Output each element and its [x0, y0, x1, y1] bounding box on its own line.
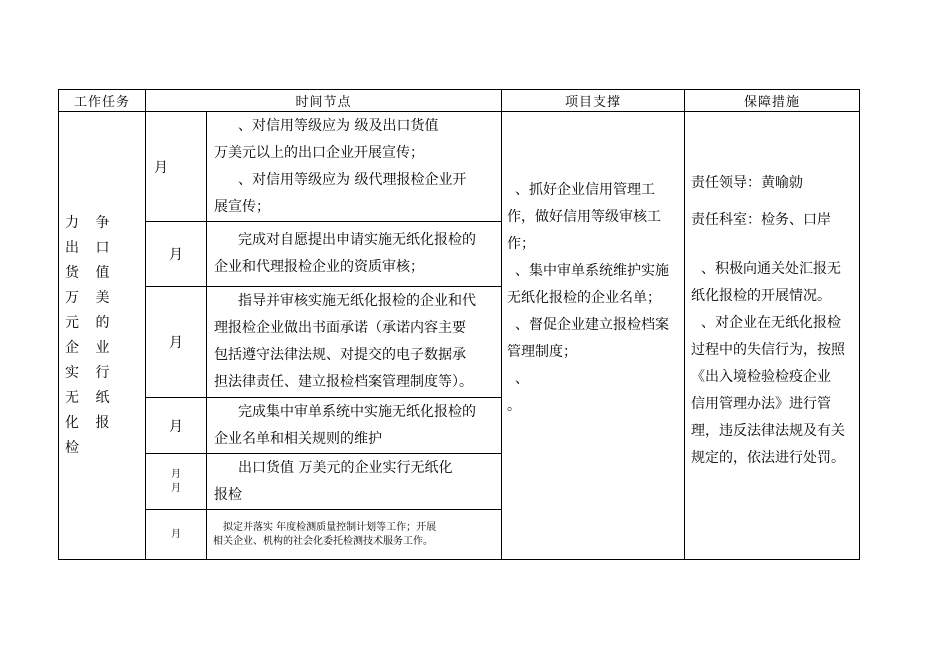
support-line: 、督促企业建立报检档案 [515, 317, 670, 333]
schedule-line: 完成对自愿提出申请实施无纸化报检的 [238, 232, 476, 248]
schedule-line: 企业名单和相关规则的维护 [214, 430, 382, 447]
schedule-text [207, 287, 502, 398]
schedule-line: 理报检企业做出书面承诺（承诺内容主要 [214, 320, 466, 336]
support-cell [502, 112, 685, 560]
schedule-text [207, 510, 502, 560]
task-line: 检 [65, 439, 85, 456]
header-row [59, 90, 860, 112]
schedule-text [207, 112, 502, 222]
support-line: 作； [507, 236, 536, 252]
measure-line: 、积极向通关处汇报无 [701, 260, 842, 277]
responsible-leader: 责任领导：黄喻勍 [691, 174, 804, 191]
schedule-text [207, 398, 502, 454]
month-cell: 月 [146, 112, 207, 222]
schedule-text [207, 222, 502, 287]
measure-line: 过程中的失信行为，按照 [691, 341, 846, 358]
schedule-line: 拟定并落实 年度检测质量控制计划等工作；开展 [223, 521, 437, 533]
schedule-line: 展宣传； [214, 198, 270, 215]
measure-line: 、对企业在无纸化报检 [701, 314, 842, 331]
schedule-line: 报检 [214, 486, 242, 503]
support-line: 作，做好信用等级审核工 [507, 209, 662, 225]
schedule-line: 包括遵守法律法规、对提交的电子数据承 [214, 347, 466, 363]
work-plan-table [58, 89, 860, 560]
header-time: 时间节点 [146, 90, 502, 112]
schedule-line: 完成集中审单系统中实施无纸化报检的 [238, 403, 476, 420]
month-cell [146, 454, 207, 510]
month-cell: 月 [146, 398, 207, 454]
support-line: 、抓好企业信用管理工 [515, 182, 656, 198]
measure-line: 理，违反法律法规及有关 [691, 422, 846, 439]
support-line: 、集中审单系统维护实施 [515, 263, 670, 279]
measure-line: 《出入境检验检疫企业 [691, 368, 832, 385]
schedule-line: 、对信用等级应为 级代理报检企业开 [238, 171, 467, 188]
month-line: 月 [171, 482, 181, 494]
measures-cell [685, 112, 860, 560]
measure-line: 纸化报检的开展情况。 [691, 287, 832, 304]
month-line: 月 [171, 468, 181, 480]
task-line: 万 美 元 的 [65, 289, 116, 331]
responsible-office: 责任科室：检务、口岸 [691, 211, 832, 228]
task-cell [59, 112, 146, 560]
header-measures: 保障措施 [685, 90, 860, 112]
schedule-text [207, 454, 502, 510]
support-line: 无纸化报检的企业名单； [507, 290, 662, 306]
support-line: 管理制度； [507, 344, 578, 360]
task-line: 力 争 出 口 [65, 214, 116, 256]
month-cell: 月 [146, 287, 207, 398]
schedule-line: 出口货值 万美元的企业实行无纸化 [238, 459, 453, 476]
task-line: 无 纸 化 报 [65, 389, 116, 431]
measure-line: 信用管理办法》进行管 [691, 395, 832, 412]
month-cell: 月 [146, 510, 207, 560]
schedule-line: 相关企业、机构的社会化委托检测技术服务工作。 [213, 535, 433, 547]
table-row [59, 112, 860, 222]
month-cell: 月 [146, 222, 207, 287]
header-support: 项目支撑 [502, 90, 685, 112]
schedule-line: 担法律责任、建立报检档案管理制度等）。 [214, 374, 473, 390]
task-line: 企 业 实 行 [65, 339, 116, 381]
support-line: 、 [515, 371, 530, 387]
schedule-line: 、对信用等级应为 级及出口货值 [238, 117, 439, 134]
schedule-line: 企业和代理报检企业的资质审核； [214, 259, 424, 275]
measure-line: 规定的，依法进行处罚。 [691, 449, 846, 466]
schedule-line: 万美元以上的出口企业开展宣传； [214, 144, 424, 161]
task-line: 货 值 [65, 264, 116, 281]
schedule-line: 指导并审核实施无纸化报检的企业和代 [238, 293, 476, 309]
header-task: 工作任务 [59, 90, 146, 112]
support-line: 。 [507, 398, 522, 414]
